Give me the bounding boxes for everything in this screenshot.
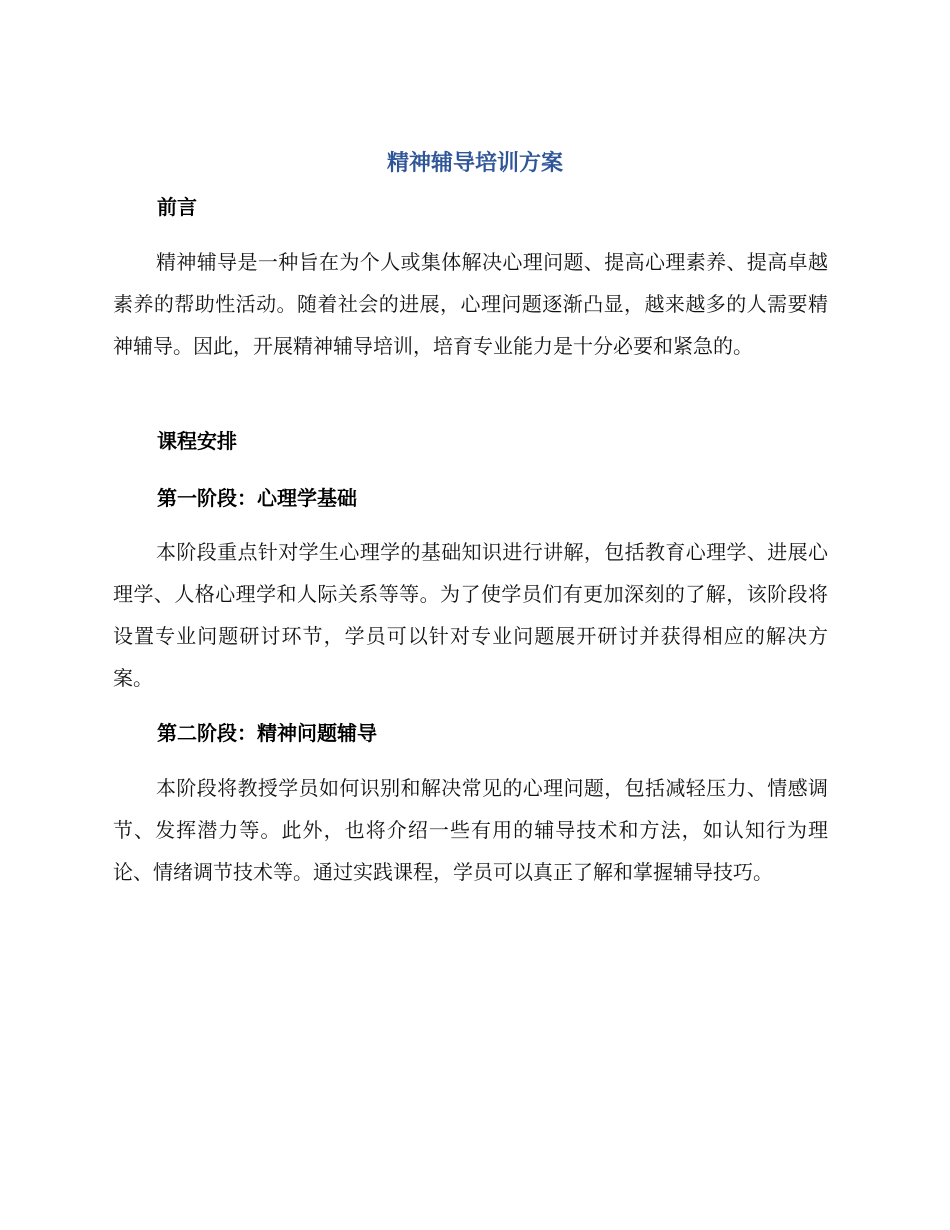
section-heading-preface: 前言 — [157, 195, 197, 219]
section-paragraph-preface: 精神辅导是一种旨在为个人或集体解决心理问题、提高心理素养、提高卓越素养的帮助性活动。随着社会的进展，心理问题逐渐凸显，越来越多的人需要精神辅导。因此，开展精神辅导培训，培育专业能力是十分必要和紧急的。 — [113, 250, 828, 358]
document-title: 精神辅导培训方案 — [386, 151, 563, 176]
section-heading-stage-two: 第二阶段：精神问题辅导 — [157, 721, 377, 745]
section-heading-stage-one: 第一阶段：心理学基础 — [157, 486, 357, 510]
section-heading-course-schedule: 课程安排 — [157, 429, 237, 453]
section-paragraph-stage-two: 本阶段将教授学员如何识别和解决常见的心理问题，包括减轻压力、情感调节、发挥潜力等。此外，也将介绍一些有用的辅导技术和方法，如认知行为理论、情绪调节技术等。通过实践课程，学员可以真正了解和掌握辅导技巧。 — [113, 776, 828, 884]
section-paragraph-stage-one: 本阶段重点针对学生心理学的基础知识进行讲解，包括教育心理学、进展心理学、人格心理学和人际关系等等。为了使学员们有更加深刻的了解，该阶段将设置专业问题研讨环节，学员可以针对专业问题展开研讨并获得相应的解决方案。 — [113, 540, 828, 690]
